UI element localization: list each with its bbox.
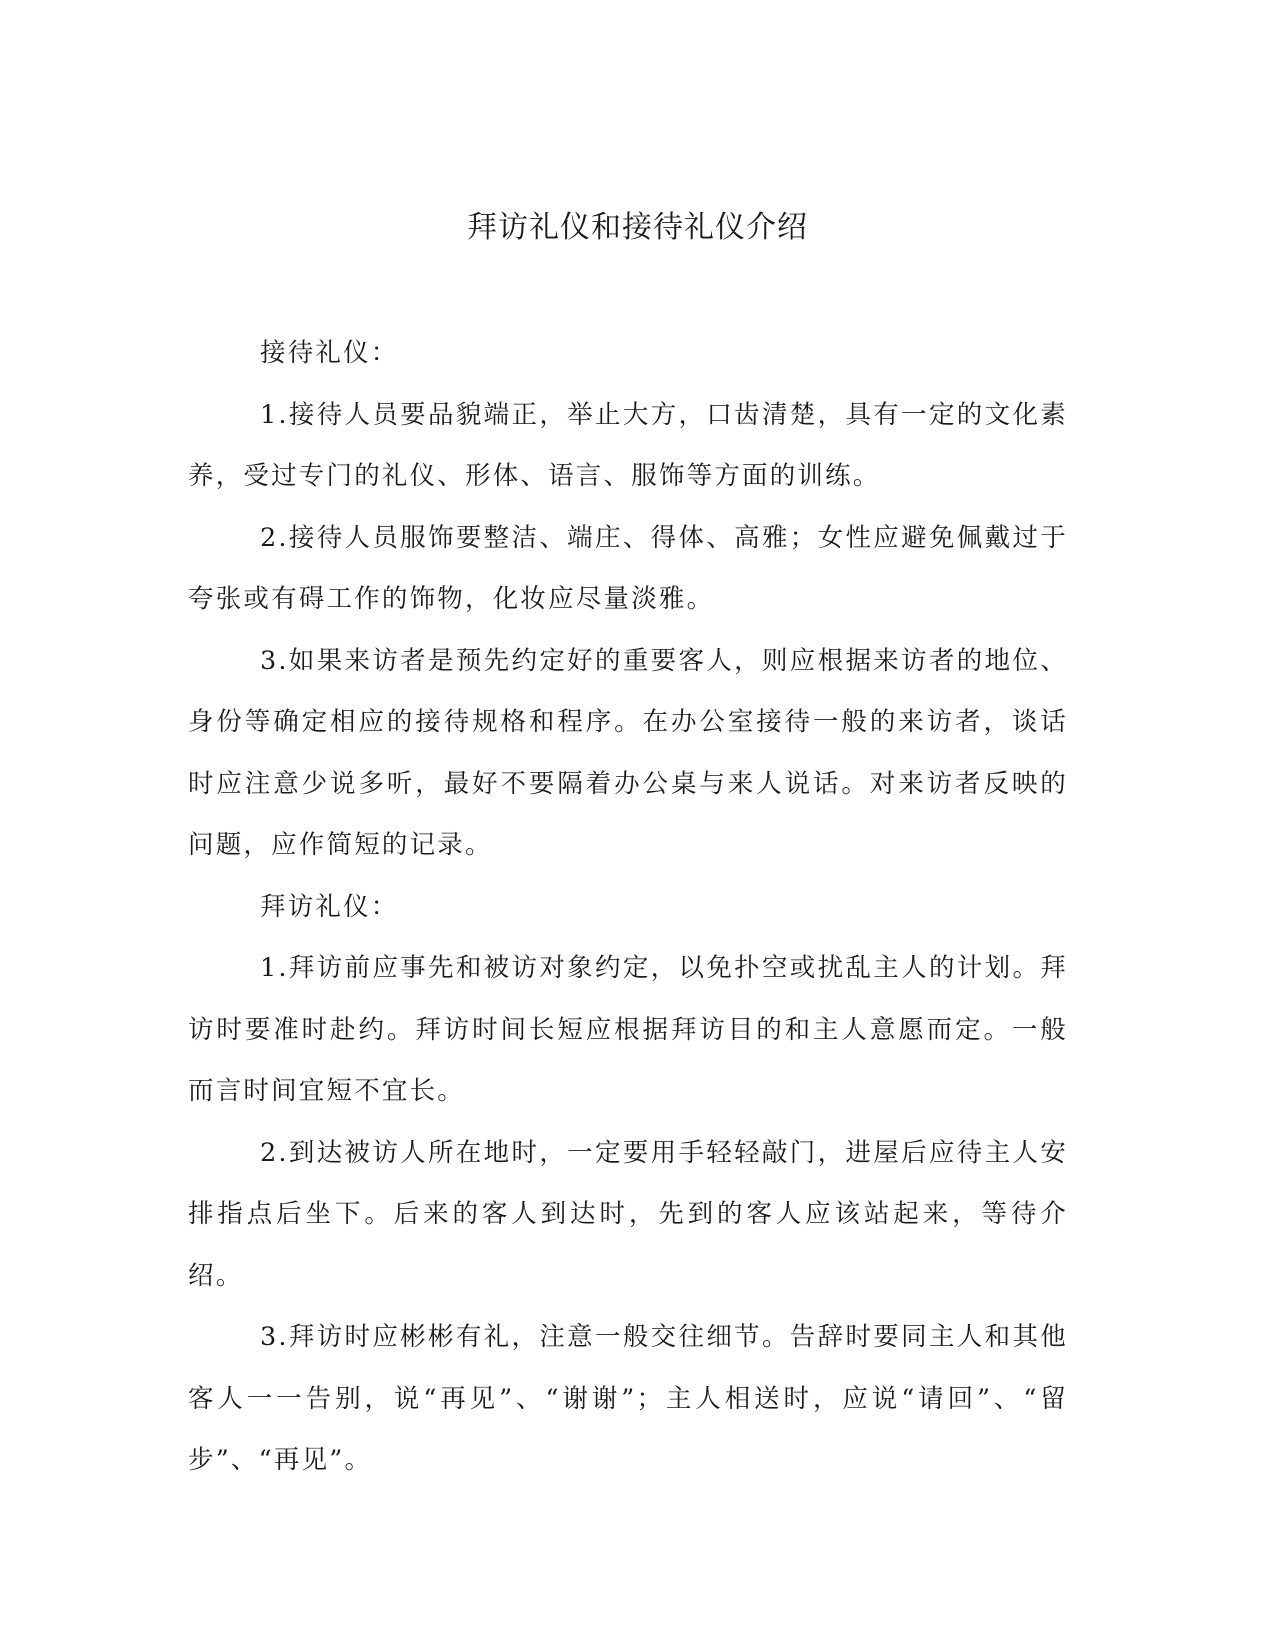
paragraph: 2.到达被访人所在地时，一定要用手轻轻敲门，进屋后应待主人安排指点后坐下。后来的客人到达时，先到的客人应该站起来，等待介绍。	[188, 1137, 1068, 1291]
paragraph: 1.拜访前应事先和被访对象约定，以免扑空或扰乱主人的计划。拜访时要准时赴约。拜访时间长短应根据拜访目的和主人意愿而定。一般而言时间宜短不宜长。	[188, 953, 1068, 1106]
section-heading-visiting: 拜访礼仪：	[260, 891, 399, 922]
paragraph: 3.拜访时应彬彬有礼，注意一般交往细节。告辞时要同主人和其他客人一一告别，说“再见”、“谢谢”；主人相送时，应说“请回”、“留步”、“再见”。	[188, 1322, 1068, 1475]
section-heading-reception: 接待礼仪：	[260, 338, 399, 368]
page-title: 拜访礼仪和接待礼仪介绍	[467, 210, 808, 245]
paragraph: 1.接待人员要品貌端正，举止大方，口齿清楚，具有一定的文化素养，受过专门的礼仪、形体、语言、服饰等方面的训练。	[188, 399, 1068, 491]
document-body	[188, 323, 1068, 1492]
paragraph: 2.接待人员服饰要整洁、端庄、得体、高雅；女性应避免佩戴过于夸张或有碍工作的饰物，化妆应尽量淡雅。	[188, 522, 1068, 614]
paragraph: 3.如果来访者是预先约定好的重要客人，则应根据来访者的地位、身份等确定相应的接待规格和程序。在办公室接待一般的来访者，谈话时应注意少说多听，最好不要隔着办公桌与来人说话。对来访者反映的问题，应作简短的记录。	[188, 645, 1068, 860]
